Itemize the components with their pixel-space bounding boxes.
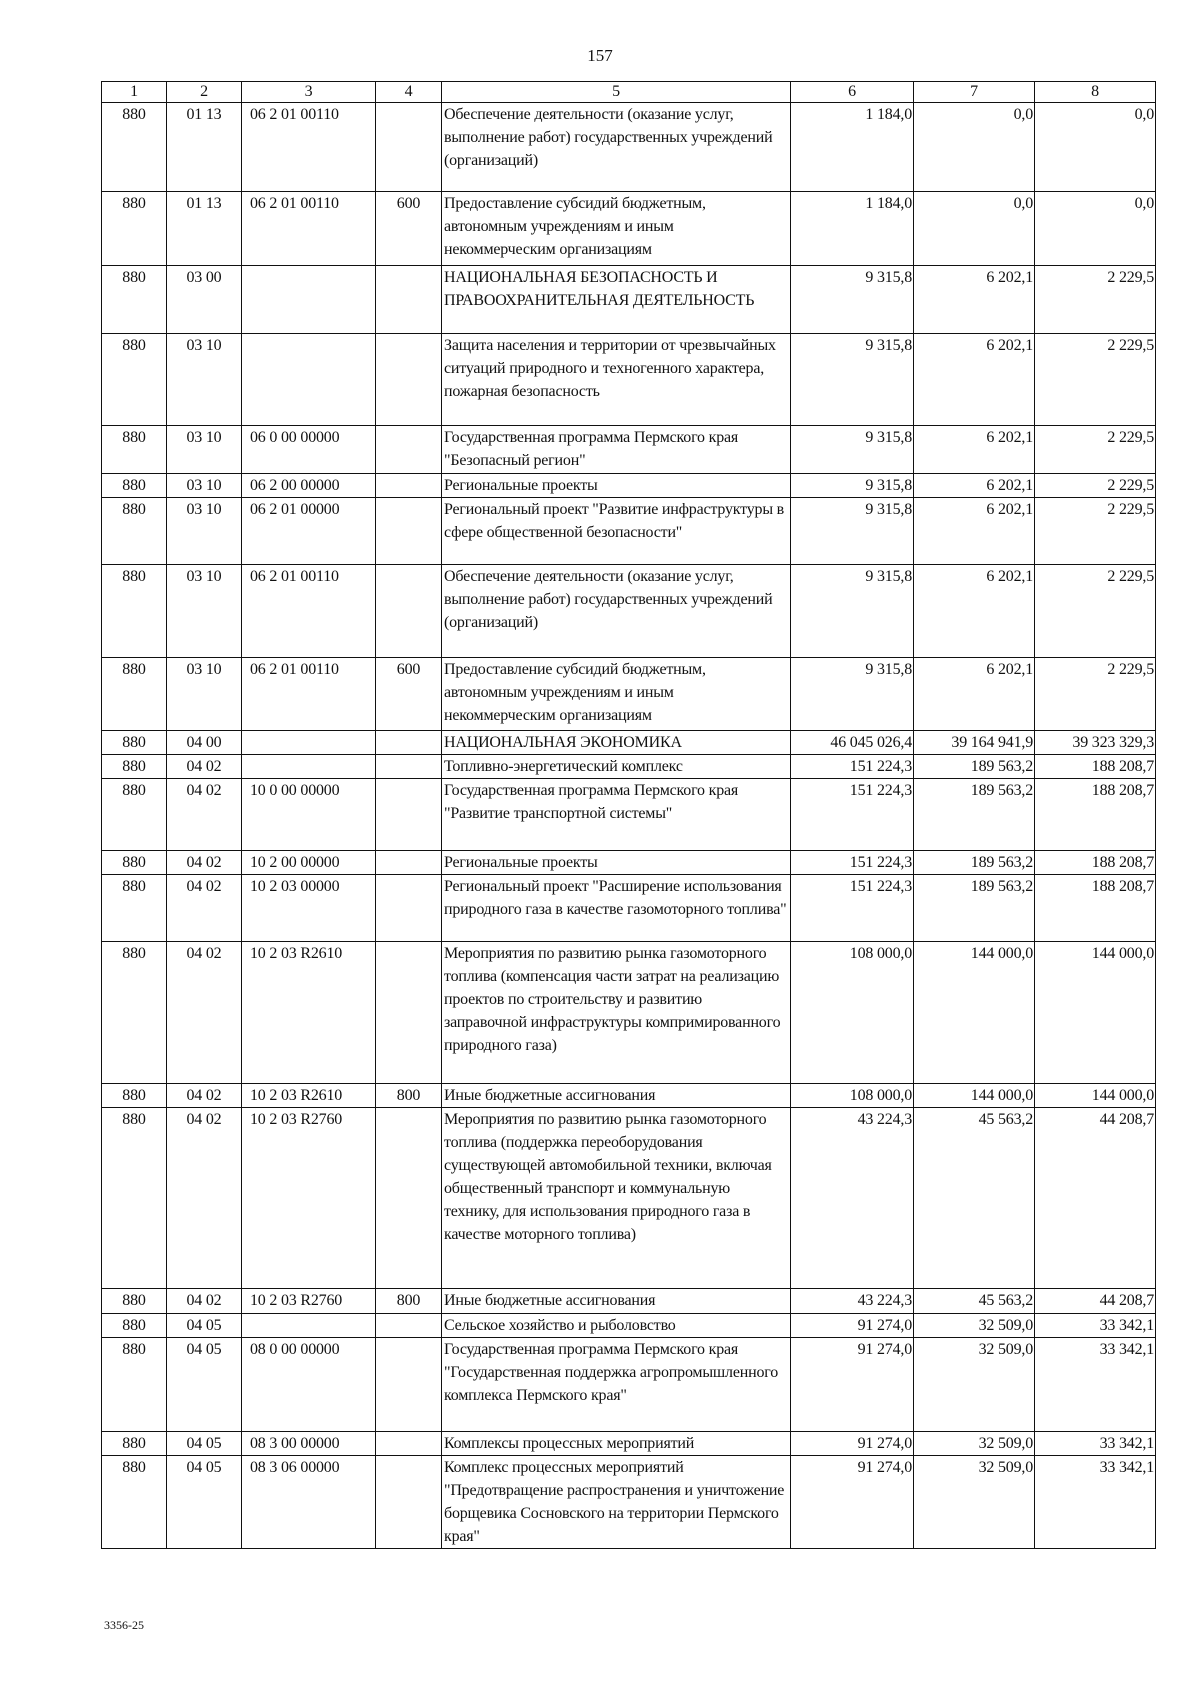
description-cell: Обеспечение деятельности (оказание услуг, выполнение работ) государственных учреждений (организаций) <box>442 565 791 658</box>
amount-col8-cell: 188 208,7 <box>1035 755 1156 779</box>
table-row <box>102 1084 1156 1108</box>
description-cell: Иные бюджетные ассигнования <box>442 1289 791 1314</box>
amount-col6-cell: 9 315,8 <box>791 266 914 334</box>
admin-code-cell: 880 <box>102 192 167 266</box>
amount-col8-cell: 44 208,7 <box>1035 1289 1156 1314</box>
amount-col8-cell: 2 229,5 <box>1035 498 1156 565</box>
amount-col8-cell: 2 229,5 <box>1035 426 1156 474</box>
amount-col7-cell: 45 563,2 <box>914 1108 1035 1289</box>
section-code-cell: 03 10 <box>167 474 242 498</box>
expense-type-cell <box>376 334 442 426</box>
target-code-cell: 10 2 03 R2760 <box>242 1108 376 1289</box>
target-code-cell <box>242 731 376 755</box>
admin-code-cell: 880 <box>102 1338 167 1432</box>
target-code-cell: 06 2 01 00110 <box>242 565 376 658</box>
section-code-cell: 04 05 <box>167 1432 242 1456</box>
target-code-cell <box>242 1314 376 1338</box>
expense-type-cell: 600 <box>376 658 442 731</box>
table-row <box>102 266 1156 334</box>
amount-col6-cell: 9 315,8 <box>791 565 914 658</box>
admin-code-cell: 880 <box>102 942 167 1084</box>
amount-col6-cell: 151 224,3 <box>791 755 914 779</box>
section-code-cell: 04 02 <box>167 1108 242 1289</box>
expense-type-cell <box>376 779 442 851</box>
section-code-cell: 04 02 <box>167 1289 242 1314</box>
description-cell: Сельское хозяйство и рыболовство <box>442 1314 791 1338</box>
description-cell: Защита населения и территории от чрезвычайных ситуаций природного и техногенного характера, пожарная безопасность <box>442 334 791 426</box>
amount-col8-cell: 0,0 <box>1035 103 1156 192</box>
description-cell: Региональные проекты <box>442 851 791 875</box>
table-row <box>102 498 1156 565</box>
amount-col6-cell: 91 274,0 <box>791 1456 914 1549</box>
expense-type-cell <box>376 565 442 658</box>
admin-code-cell: 880 <box>102 851 167 875</box>
description-cell: Мероприятия по развитию рынка газомоторного топлива (компенсация части затрат на реализацию проектов по строительству и развитию заправочной инфраструктуры компримированного природного газа) <box>442 942 791 1084</box>
amount-col7-cell: 189 563,2 <box>914 779 1035 851</box>
description-cell: Государственная программа Пермского края "Безопасный регион" <box>442 426 791 474</box>
amount-col6-cell: 1 184,0 <box>791 103 914 192</box>
expense-type-cell: 600 <box>376 192 442 266</box>
admin-code-cell: 880 <box>102 755 167 779</box>
table-row <box>102 1108 1156 1289</box>
table-row <box>102 565 1156 658</box>
table-row <box>102 942 1156 1084</box>
section-code-cell: 04 02 <box>167 1084 242 1108</box>
description-cell: Комплекс процессных мероприятий "Предотвращение распространения и уничтожение борщевика Сосновского на территории Пермского края" <box>442 1456 791 1549</box>
header-cell-7: 7 <box>914 82 1035 103</box>
amount-col7-cell: 189 563,2 <box>914 851 1035 875</box>
amount-col7-cell: 32 509,0 <box>914 1432 1035 1456</box>
header-cell-4: 4 <box>376 82 442 103</box>
description-cell: Региональный проект "Развитие инфраструктуры в сфере общественной безопасности" <box>442 498 791 565</box>
amount-col7-cell: 144 000,0 <box>914 1084 1035 1108</box>
table-row <box>102 731 1156 755</box>
section-code-cell: 03 10 <box>167 426 242 474</box>
amount-col7-cell: 6 202,1 <box>914 565 1035 658</box>
admin-code-cell: 880 <box>102 426 167 474</box>
target-code-cell <box>242 755 376 779</box>
target-code-cell: 10 2 03 R2610 <box>242 942 376 1084</box>
amount-col6-cell: 43 224,3 <box>791 1289 914 1314</box>
description-cell: Предоставление субсидий бюджетным, автономным учреждениям и иным некоммерческим организациям <box>442 192 791 266</box>
table-row <box>102 103 1156 192</box>
amount-col8-cell: 2 229,5 <box>1035 334 1156 426</box>
target-code-cell: 10 0 00 00000 <box>242 779 376 851</box>
target-code-cell: 06 2 01 00110 <box>242 103 376 192</box>
expense-type-cell <box>376 426 442 474</box>
amount-col7-cell: 6 202,1 <box>914 266 1035 334</box>
expense-type-cell: 800 <box>376 1084 442 1108</box>
amount-col7-cell: 6 202,1 <box>914 498 1035 565</box>
admin-code-cell: 880 <box>102 498 167 565</box>
description-cell: Мероприятия по развитию рынка газомоторного топлива (поддержка переоборудования существующей автомобильной техники, включая общественный транспорт и коммунальную технику, для использования природного газа в качестве моторного топлива) <box>442 1108 791 1289</box>
amount-col8-cell: 44 208,7 <box>1035 1108 1156 1289</box>
expense-type-cell <box>376 1338 442 1432</box>
amount-col6-cell: 9 315,8 <box>791 334 914 426</box>
amount-col8-cell: 39 323 329,3 <box>1035 731 1156 755</box>
amount-col8-cell: 33 342,1 <box>1035 1338 1156 1432</box>
amount-col8-cell: 2 229,5 <box>1035 658 1156 731</box>
description-cell: Государственная программа Пермского края "Развитие транспортной системы" <box>442 779 791 851</box>
section-code-cell: 04 02 <box>167 875 242 942</box>
amount-col6-cell: 9 315,8 <box>791 658 914 731</box>
amount-col6-cell: 1 184,0 <box>791 192 914 266</box>
amount-col7-cell: 6 202,1 <box>914 658 1035 731</box>
budget-table <box>101 81 1156 1549</box>
expense-type-cell <box>376 266 442 334</box>
admin-code-cell: 880 <box>102 1456 167 1549</box>
table-row <box>102 875 1156 942</box>
target-code-cell: 06 2 01 00110 <box>242 658 376 731</box>
amount-col8-cell: 144 000,0 <box>1035 1084 1156 1108</box>
admin-code-cell: 880 <box>102 658 167 731</box>
amount-col7-cell: 39 164 941,9 <box>914 731 1035 755</box>
amount-col6-cell: 151 224,3 <box>791 779 914 851</box>
admin-code-cell: 880 <box>102 1314 167 1338</box>
header-cell-1: 1 <box>102 82 167 103</box>
section-code-cell: 01 13 <box>167 103 242 192</box>
header-cell-6: 6 <box>791 82 914 103</box>
target-code-cell: 06 0 00 00000 <box>242 426 376 474</box>
amount-col8-cell: 33 342,1 <box>1035 1432 1156 1456</box>
admin-code-cell: 880 <box>102 875 167 942</box>
header-cell-5: 5 <box>442 82 791 103</box>
section-code-cell: 03 10 <box>167 334 242 426</box>
expense-type-cell: 800 <box>376 1289 442 1314</box>
table-row <box>102 1338 1156 1432</box>
table-row <box>102 1314 1156 1338</box>
amount-col6-cell: 151 224,3 <box>791 875 914 942</box>
target-code-cell: 10 2 03 R2610 <box>242 1084 376 1108</box>
admin-code-cell: 880 <box>102 565 167 658</box>
target-code-cell: 10 2 00 00000 <box>242 851 376 875</box>
target-code-cell: 06 2 01 00000 <box>242 498 376 565</box>
amount-col7-cell: 189 563,2 <box>914 755 1035 779</box>
document-code: 3356-25 <box>104 1618 144 1632</box>
amount-col7-cell: 45 563,2 <box>914 1289 1035 1314</box>
target-code-cell: 10 2 03 00000 <box>242 875 376 942</box>
amount-col7-cell: 144 000,0 <box>914 942 1035 1084</box>
table-row <box>102 779 1156 851</box>
expense-type-cell <box>376 498 442 565</box>
description-cell: Обеспечение деятельности (оказание услуг, выполнение работ) государственных учреждений (организаций) <box>442 103 791 192</box>
amount-col8-cell: 0,0 <box>1035 192 1156 266</box>
amount-col8-cell: 188 208,7 <box>1035 875 1156 942</box>
expense-type-cell <box>376 875 442 942</box>
description-cell: НАЦИОНАЛЬНАЯ БЕЗОПАСНОСТЬ И ПРАВООХРАНИТЕЛЬНАЯ ДЕЯТЕЛЬНОСТЬ <box>442 266 791 334</box>
table-row <box>102 192 1156 266</box>
table-row <box>102 1456 1156 1549</box>
amount-col8-cell: 188 208,7 <box>1035 779 1156 851</box>
amount-col7-cell: 6 202,1 <box>914 426 1035 474</box>
description-cell: Региональные проекты <box>442 474 791 498</box>
admin-code-cell: 880 <box>102 779 167 851</box>
amount-col6-cell: 9 315,8 <box>791 426 914 474</box>
amount-col7-cell: 32 509,0 <box>914 1314 1035 1338</box>
table-row <box>102 334 1156 426</box>
amount-col6-cell: 9 315,8 <box>791 474 914 498</box>
target-code-cell: 06 2 00 00000 <box>242 474 376 498</box>
target-code-cell: 06 2 01 00110 <box>242 192 376 266</box>
amount-col8-cell: 144 000,0 <box>1035 942 1156 1084</box>
amount-col6-cell: 43 224,3 <box>791 1108 914 1289</box>
header-cell-8: 8 <box>1035 82 1156 103</box>
admin-code-cell: 880 <box>102 474 167 498</box>
section-code-cell: 04 05 <box>167 1456 242 1549</box>
amount-col6-cell: 91 274,0 <box>791 1314 914 1338</box>
amount-col6-cell: 91 274,0 <box>791 1338 914 1432</box>
table-row <box>102 1289 1156 1314</box>
amount-col6-cell: 9 315,8 <box>791 498 914 565</box>
amount-col6-cell: 46 045 026,4 <box>791 731 914 755</box>
admin-code-cell: 880 <box>102 1289 167 1314</box>
expense-type-cell <box>376 851 442 875</box>
section-code-cell: 04 02 <box>167 851 242 875</box>
table-row <box>102 658 1156 731</box>
description-cell: Комплексы процессных мероприятий <box>442 1432 791 1456</box>
expense-type-cell <box>376 103 442 192</box>
target-code-cell: 10 2 03 R2760 <box>242 1289 376 1314</box>
admin-code-cell: 880 <box>102 266 167 334</box>
amount-col7-cell: 0,0 <box>914 103 1035 192</box>
section-code-cell: 03 00 <box>167 266 242 334</box>
amount-col6-cell: 108 000,0 <box>791 1084 914 1108</box>
section-code-cell: 01 13 <box>167 192 242 266</box>
target-code-cell <box>242 334 376 426</box>
description-cell: НАЦИОНАЛЬНАЯ ЭКОНОМИКА <box>442 731 791 755</box>
amount-col7-cell: 6 202,1 <box>914 334 1035 426</box>
table-row <box>102 474 1156 498</box>
expense-type-cell <box>376 474 442 498</box>
admin-code-cell: 880 <box>102 731 167 755</box>
amount-col6-cell: 108 000,0 <box>791 942 914 1084</box>
table-row <box>102 1432 1156 1456</box>
amount-col8-cell: 188 208,7 <box>1035 851 1156 875</box>
target-code-cell: 08 0 00 00000 <box>242 1338 376 1432</box>
target-code-cell: 08 3 06 00000 <box>242 1456 376 1549</box>
section-code-cell: 04 05 <box>167 1314 242 1338</box>
admin-code-cell: 880 <box>102 103 167 192</box>
table-row <box>102 851 1156 875</box>
amount-col8-cell: 33 342,1 <box>1035 1314 1156 1338</box>
expense-type-cell <box>376 942 442 1084</box>
expense-type-cell <box>376 755 442 779</box>
section-code-cell: 03 10 <box>167 658 242 731</box>
expense-type-cell <box>376 731 442 755</box>
header-cell-2: 2 <box>167 82 242 103</box>
admin-code-cell: 880 <box>102 1108 167 1289</box>
description-cell: Предоставление субсидий бюджетным, автономным учреждениям и иным некоммерческим организациям <box>442 658 791 731</box>
amount-col7-cell: 0,0 <box>914 192 1035 266</box>
table-row <box>102 755 1156 779</box>
expense-type-cell <box>376 1314 442 1338</box>
amount-col7-cell: 32 509,0 <box>914 1456 1035 1549</box>
expense-type-cell <box>376 1432 442 1456</box>
expense-type-cell <box>376 1108 442 1289</box>
description-cell: Топливно-энергетический комплекс <box>442 755 791 779</box>
amount-col8-cell: 2 229,5 <box>1035 565 1156 658</box>
section-code-cell: 04 02 <box>167 779 242 851</box>
target-code-cell <box>242 266 376 334</box>
amount-col7-cell: 6 202,1 <box>914 474 1035 498</box>
expense-type-cell <box>376 1456 442 1549</box>
description-cell: Государственная программа Пермского края "Государственная поддержка агропромышленного комплекса Пермского края" <box>442 1338 791 1432</box>
amount-col8-cell: 33 342,1 <box>1035 1456 1156 1549</box>
section-code-cell: 04 00 <box>167 731 242 755</box>
header-cell-3: 3 <box>242 82 376 103</box>
admin-code-cell: 880 <box>102 334 167 426</box>
section-code-cell: 03 10 <box>167 498 242 565</box>
description-cell: Иные бюджетные ассигнования <box>442 1084 791 1108</box>
amount-col6-cell: 151 224,3 <box>791 851 914 875</box>
section-code-cell: 04 02 <box>167 755 242 779</box>
target-code-cell: 08 3 00 00000 <box>242 1432 376 1456</box>
section-code-cell: 04 02 <box>167 942 242 1084</box>
admin-code-cell: 880 <box>102 1084 167 1108</box>
amount-col7-cell: 32 509,0 <box>914 1338 1035 1432</box>
description-cell: Региональный проект "Расширение использования природного газа в качестве газомоторного топлива" <box>442 875 791 942</box>
section-code-cell: 04 05 <box>167 1338 242 1432</box>
table-row <box>102 426 1156 474</box>
amount-col8-cell: 2 229,5 <box>1035 266 1156 334</box>
section-code-cell: 03 10 <box>167 565 242 658</box>
amount-col8-cell: 2 229,5 <box>1035 474 1156 498</box>
admin-code-cell: 880 <box>102 1432 167 1456</box>
header-row <box>102 82 1156 103</box>
amount-col7-cell: 189 563,2 <box>914 875 1035 942</box>
amount-col6-cell: 91 274,0 <box>791 1432 914 1456</box>
page-number: 157 <box>587 46 613 65</box>
